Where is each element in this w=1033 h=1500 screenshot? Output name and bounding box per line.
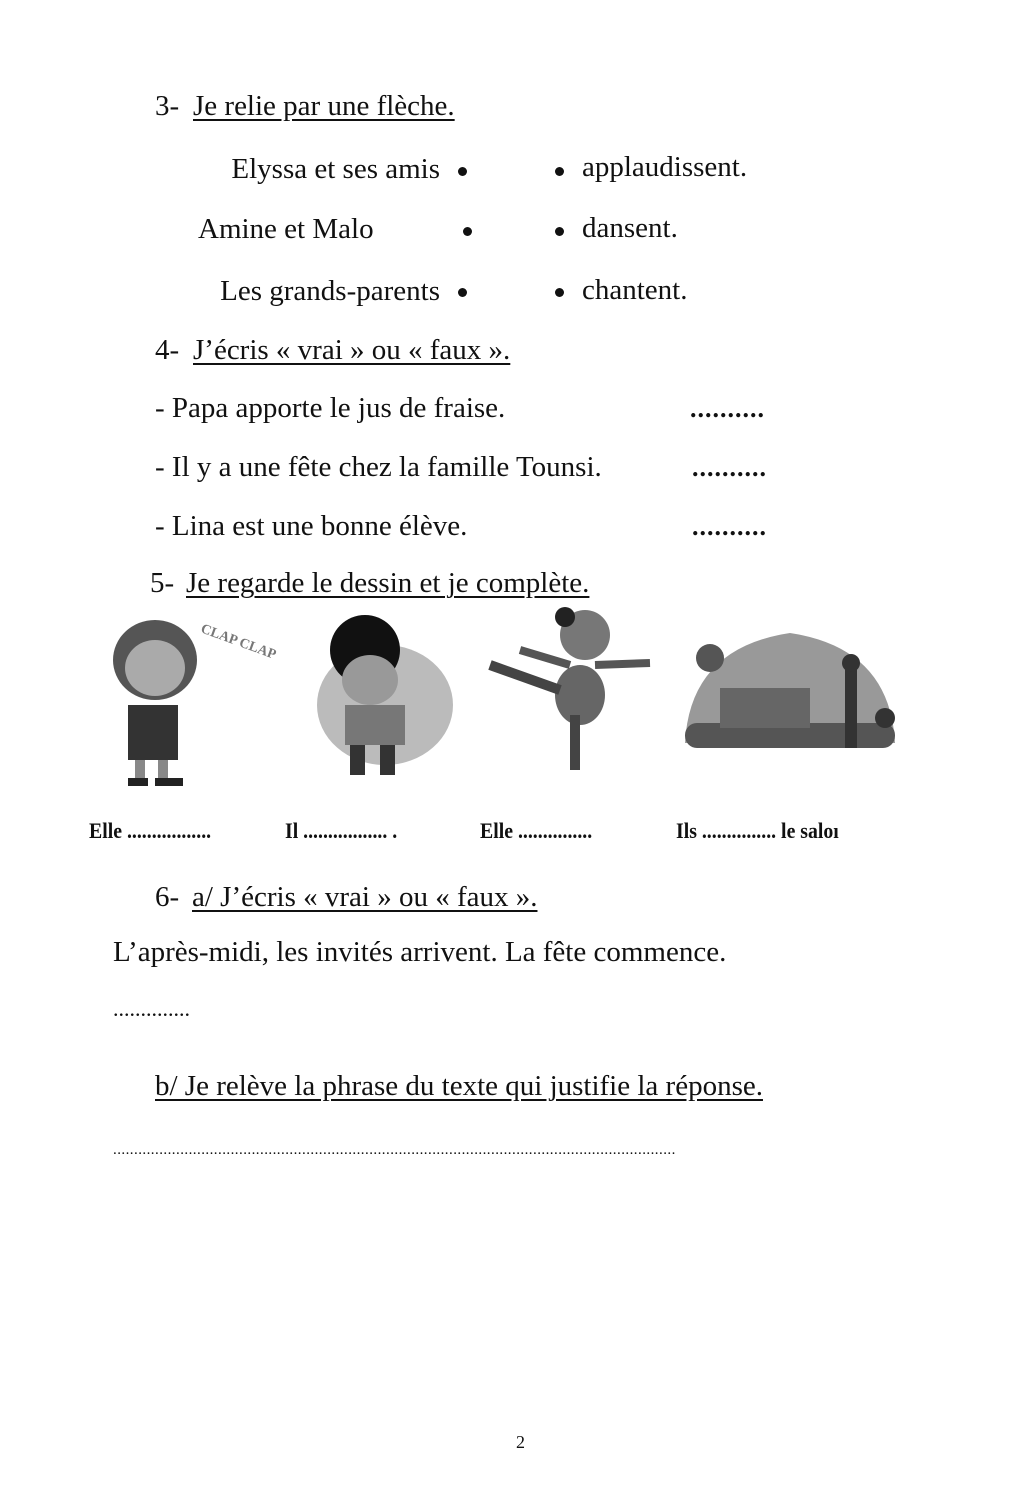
ex6a-title: a/ J’écris « vrai » ou « faux ». xyxy=(192,881,538,913)
ex3-right-item: applaudissent. xyxy=(582,151,748,183)
connector-dot[interactable] xyxy=(555,288,564,297)
ex4-statement: - Il y a une fête chez la famille Tounsi. xyxy=(155,451,602,483)
connector-dot[interactable] xyxy=(458,288,467,297)
ex4-title: J’écris « vrai » ou « faux ». xyxy=(193,334,511,366)
ex5-answer-label[interactable]: Ils ............... le saloı xyxy=(676,818,839,843)
connector-dot[interactable] xyxy=(458,167,467,176)
living-room-party-illustration xyxy=(680,628,900,758)
ex3-left-item: Les grands-parents xyxy=(220,275,440,307)
ex6-sentence: L’après-midi, les invités arrivent. La fête commence. xyxy=(113,936,727,968)
ex4-statement: - Lina est une bonne élève. xyxy=(155,510,468,542)
ex6a-answer-blank[interactable]: .............. xyxy=(113,996,190,1021)
ex6-number: 6- xyxy=(155,881,180,913)
connector-dot[interactable] xyxy=(463,227,472,236)
ex3-number: 3- xyxy=(155,90,180,122)
ex4-answer-blank[interactable]: .......... xyxy=(690,394,765,423)
ex3-right-item: chantent. xyxy=(582,274,688,306)
girl-clapping-illustration xyxy=(100,610,278,790)
connector-dot[interactable] xyxy=(555,227,564,236)
page-number: 2 xyxy=(516,1432,525,1452)
ex5-answer-label[interactable]: Il ................. . xyxy=(285,818,398,843)
ex5-number: 5- xyxy=(150,567,175,599)
ex3-title: Je relie par une flèche. xyxy=(193,90,455,122)
girl-dancing-illustration xyxy=(490,605,655,775)
ex3-left-item: Elyssa et ses amis xyxy=(231,153,440,185)
boy-singing-illustration xyxy=(305,610,455,785)
connector-dot[interactable] xyxy=(555,167,564,176)
ex4-answer-blank[interactable]: .......... xyxy=(692,512,767,541)
ex4-statement: - Papa apporte le jus de fraise. xyxy=(155,392,506,424)
ex5-answer-label[interactable]: Elle ................. xyxy=(89,818,212,843)
ex4-number: 4- xyxy=(155,334,180,366)
clap-text: CLAP CLAP xyxy=(198,621,278,663)
ex6b-answer-line[interactable]: ...................................................................................................................................... xyxy=(113,1142,676,1158)
ex4-answer-blank[interactable]: .......... xyxy=(692,453,767,482)
ex5-title: Je regarde le dessin et je complète. xyxy=(186,567,590,599)
ex3-right-item: dansent. xyxy=(582,212,678,244)
ex3-left-item: Amine et Malo xyxy=(198,213,374,245)
ex5-answer-label[interactable]: Elle ............... xyxy=(480,818,593,843)
ex6b-title: b/ Je relève la phrase du texte qui justifie la réponse. xyxy=(155,1070,763,1102)
